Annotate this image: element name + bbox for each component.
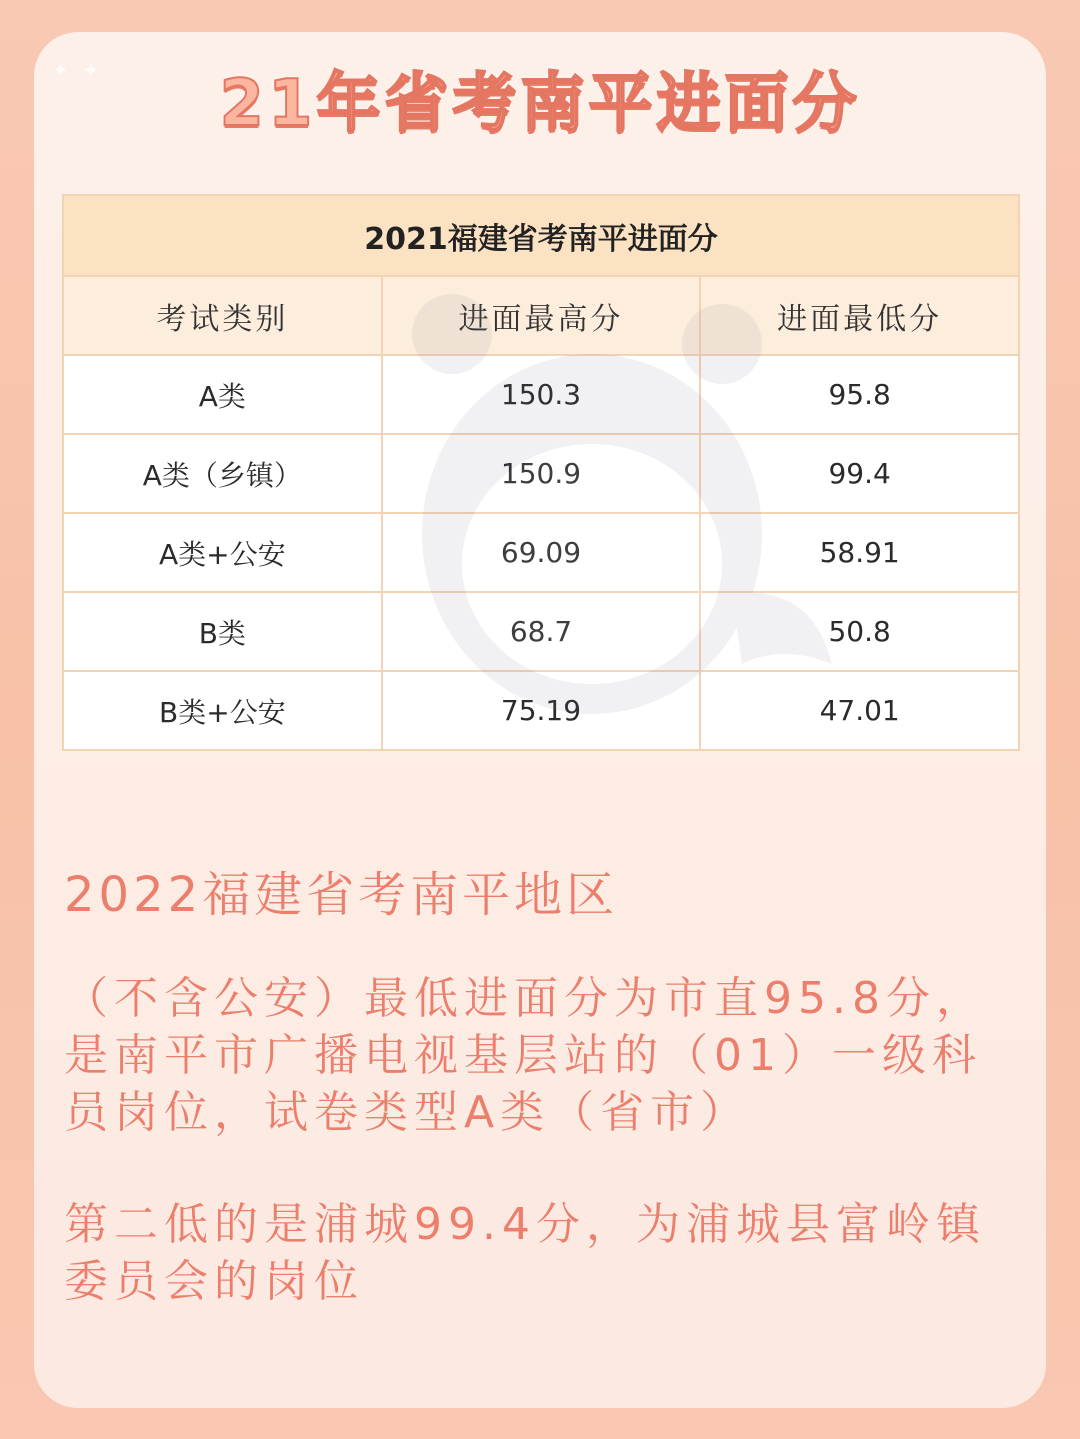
page-title [0, 52, 1080, 144]
cell-exam-type: B类 [63, 592, 382, 671]
sparkle-icon: ✦✦ [52, 58, 114, 82]
notes-heading: 2022福建省考南平地区 [64, 867, 619, 923]
table-header-row [63, 276, 1019, 355]
notes-paragraph-2: 第二低的是浦城99.4分，为浦城县富岭镇委员会的岗位 [64, 1199, 986, 1307]
cell-max-score: 69.09 [382, 513, 701, 592]
table-row [63, 513, 1019, 592]
cell-exam-type: B类+公安 [63, 671, 382, 750]
cell-min-score: 99.4 [700, 434, 1019, 513]
table-row [63, 671, 1019, 750]
header-max-score: 进面最高分 [382, 276, 701, 355]
cell-min-score: 58.91 [700, 513, 1019, 592]
cell-min-score: 95.8 [700, 355, 1019, 434]
page-title-text: 21年省考南平进面分 [219, 67, 861, 141]
score-table-container [62, 194, 1020, 751]
table-caption: 2021福建省考南平进面分 [63, 195, 1019, 276]
cell-max-score: 150.3 [382, 355, 701, 434]
cell-exam-type: A类 [63, 355, 382, 434]
notes-paragraph-1: （不含公安）最低进面分为市直95.8分，是南平市广播电视基层站的（01）一级科员岗位，试卷类型A类（省市） [64, 973, 986, 1138]
cell-exam-type: A类（乡镇） [63, 434, 382, 513]
table-row [63, 434, 1019, 513]
table-row [63, 592, 1019, 671]
header-exam-type: 考试类别 [63, 276, 382, 355]
cell-max-score: 68.7 [382, 592, 701, 671]
header-min-score: 进面最低分 [700, 276, 1019, 355]
cell-min-score: 47.01 [700, 671, 1019, 750]
score-table [62, 194, 1020, 751]
cell-max-score: 75.19 [382, 671, 701, 750]
cell-exam-type: A类+公安 [63, 513, 382, 592]
table-row [63, 355, 1019, 434]
cell-min-score: 50.8 [700, 592, 1019, 671]
cell-max-score: 150.9 [382, 434, 701, 513]
